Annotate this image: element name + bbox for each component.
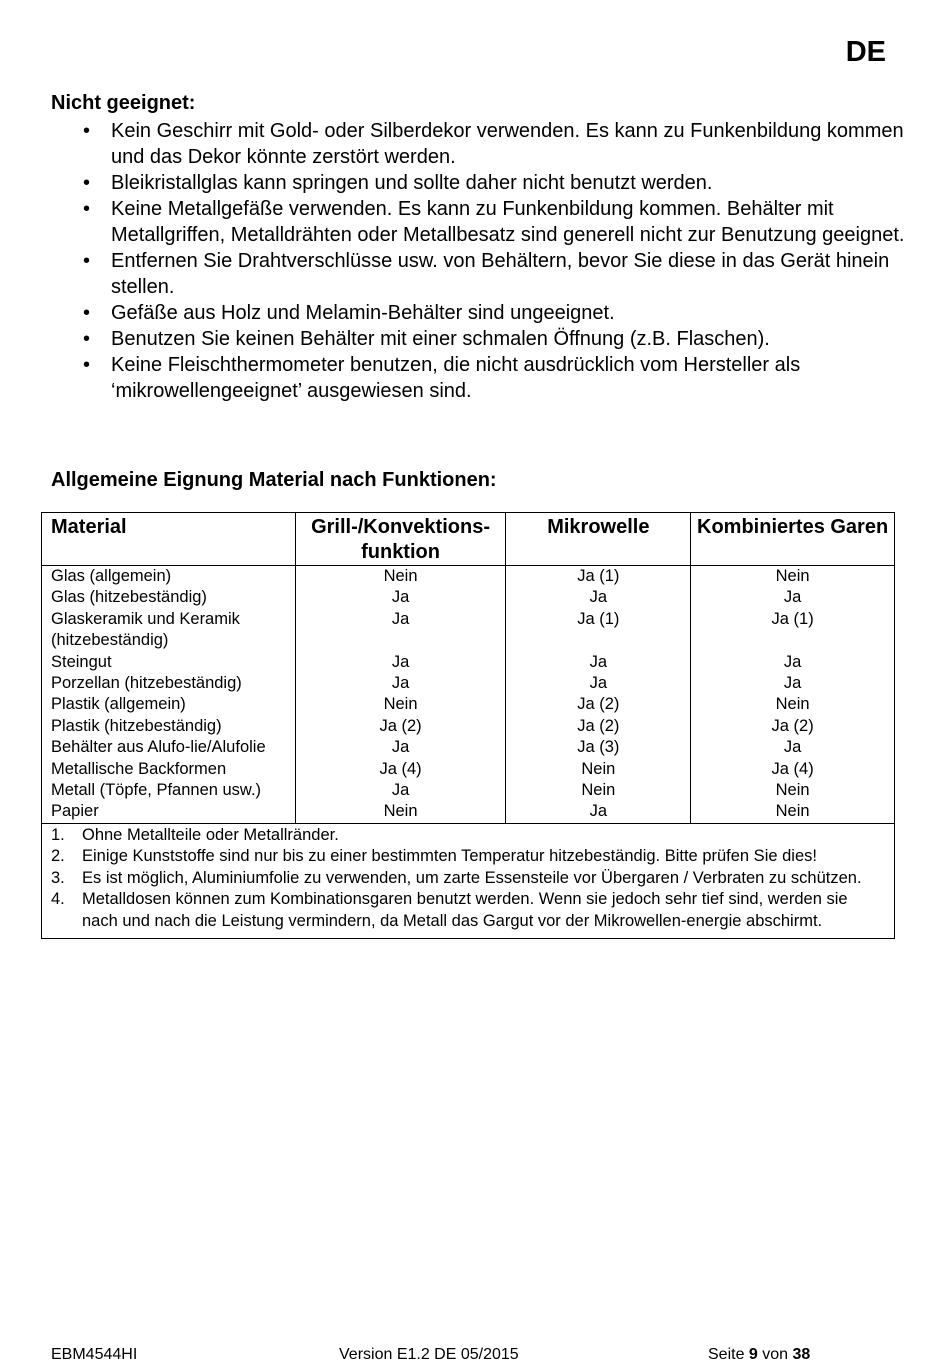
cell-combined: Nein — [691, 780, 895, 801]
cell-microwave: Nein — [506, 780, 691, 801]
cell-material: Behälter aus Alufo-lie/Alufolie — [42, 737, 296, 758]
list-item: • Kein Geschirr mit Gold- oder Silberdekor verwenden. Es kann zu Funkenbildung kommen und das Dekor könnte zerstört werden. — [83, 120, 904, 168]
bullet-icon: • — [83, 120, 91, 142]
list-item: • Bleikristallglas kann springen und sollte daher nicht benutzt werden. — [83, 172, 713, 194]
cell-combined: Ja (2) — [691, 716, 895, 737]
footnote-item: 1. Ohne Metallteile oder Metallränder. — [51, 825, 339, 844]
table-row — [42, 566, 895, 588]
cell-grill: Ja — [295, 737, 506, 758]
cell-combined: Nein — [691, 566, 895, 588]
cell-microwave: Ja — [506, 801, 691, 823]
cell-grill: Ja (4) — [295, 759, 506, 780]
table-row — [42, 587, 895, 608]
table-row — [42, 780, 895, 801]
cell-combined: Ja — [691, 587, 895, 608]
list-item: • Entfernen Sie Drahtverschlüsse usw. von Behältern, bevor Sie diese in das Gerät hinein stellen. — [83, 250, 890, 298]
table-header-row — [42, 513, 895, 566]
cell-microwave: Ja — [506, 587, 691, 608]
footnote-item: 2. Einige Kunststoffe sind nur bis zu einer bestimmten Temperatur hitzebeständig. Bitte prüfen Sie dies! — [51, 847, 817, 866]
cell-material: Glaskeramik und Keramik (hitzebeständig) — [42, 609, 296, 652]
list-item: • Benutzen Sie keinen Behälter mit einer schmalen Öffnung (z.B. Flaschen). — [83, 328, 770, 350]
cell-combined: Ja — [691, 737, 895, 758]
bullet-icon: • — [83, 302, 91, 324]
cell-grill: Ja (2) — [295, 716, 506, 737]
cell-microwave: Ja (2) — [506, 716, 691, 737]
cell-microwave: Ja (1) — [506, 609, 691, 652]
cell-microwave: Ja (2) — [506, 694, 691, 715]
notes-cell — [42, 823, 895, 938]
list-item: • Keine Metallgefäße verwenden. Es kann zu Funkenbildung kommen. Behälter mit Metallgriffen, Metalldrähten oder Metallbesatz sind generell nicht zur Benutzung geeignet. — [83, 198, 905, 246]
cell-combined: Ja — [691, 652, 895, 673]
cell-microwave: Nein — [506, 759, 691, 780]
cell-combined: Ja (1) — [691, 609, 895, 652]
cell-grill: Nein — [295, 694, 506, 715]
cell-grill: Ja — [295, 652, 506, 673]
bullet-icon: • — [83, 250, 91, 272]
cell-material: Plastik (allgemein) — [42, 694, 296, 715]
footnote-item: 3. Es ist möglich, Aluminiumfolie zu verwenden, um zarte Essensteile vor Übergaren / Verbraten zu schützen. — [51, 868, 862, 887]
footnote-item: 4. Metalldosen können zum Kombinationsgaren benutzt werden. Wenn sie jedoch sehr tief sind, werden sie nach und nach die Leistung vermindern, da Metall das Gargut vor der Mikrowellen-energie abschirmt. — [51, 890, 848, 930]
header-microwave: Mikrowelle — [506, 513, 691, 566]
cell-material: Steingut — [42, 652, 296, 673]
table-row — [42, 801, 895, 823]
header-combined: Kombiniertes Garen — [691, 513, 895, 566]
footer-version: Version E1.2 DE 05/2015 — [339, 1346, 519, 1363]
table-row — [42, 652, 895, 673]
cell-combined: Ja (4) — [691, 759, 895, 780]
table-row — [42, 694, 895, 715]
list-item: • Gefäße aus Holz und Melamin-Behälter sind ungeeignet. — [83, 302, 615, 324]
cell-material: Papier — [42, 801, 296, 823]
list-item: • Keine Fleischthermometer benutzen, die nicht ausdrücklich vom Hersteller als ‘mikrowellengeeignet’ ausgewiesen sind. — [83, 354, 801, 402]
cell-combined: Nein — [691, 694, 895, 715]
footnotes-list — [51, 825, 886, 932]
cell-microwave: Ja — [506, 673, 691, 694]
table-row — [42, 737, 895, 758]
table-row — [42, 673, 895, 694]
header-material: Material — [42, 513, 296, 566]
cell-combined: Nein — [691, 801, 895, 823]
footer-model: EBM4544HI — [51, 1346, 138, 1363]
material-table — [41, 512, 895, 939]
table-row — [42, 759, 895, 780]
cell-grill: Ja — [295, 587, 506, 608]
cell-material: Metall (Töpfe, Pfannen usw.) — [42, 780, 296, 801]
not-suitable-list — [51, 118, 911, 404]
cell-combined: Ja — [691, 673, 895, 694]
table-row — [42, 716, 895, 737]
cell-microwave: Ja (1) — [506, 566, 691, 588]
bullet-icon: • — [83, 328, 91, 350]
table-notes-row — [42, 823, 895, 938]
header-grill: Grill-/Konvektions-funktion — [295, 513, 506, 566]
footer-page-number: Seite 9 von 38 — [708, 1346, 811, 1363]
cell-microwave: Ja — [506, 652, 691, 673]
cell-material: Plastik (hitzebeständig) — [42, 716, 296, 737]
cell-grill: Nein — [295, 801, 506, 823]
cell-material: Porzellan (hitzebeständig) — [42, 673, 296, 694]
cell-grill: Ja — [295, 673, 506, 694]
language-label: DE — [845, 36, 886, 68]
cell-material: Metallische Backformen — [42, 759, 296, 780]
not-suitable-title: Nicht geeignet: — [51, 92, 196, 114]
cell-grill: Ja — [295, 609, 506, 652]
table-row — [42, 609, 895, 652]
bullet-icon: • — [83, 354, 91, 376]
bullet-icon: • — [83, 172, 91, 194]
cell-grill: Ja — [295, 780, 506, 801]
bullet-icon: • — [83, 198, 91, 220]
cell-microwave: Ja (3) — [506, 737, 691, 758]
cell-grill: Nein — [295, 566, 506, 588]
cell-material: Glas (allgemein) — [42, 566, 296, 588]
cell-material: Glas (hitzebeständig) — [42, 587, 296, 608]
general-suitability-title: Allgemeine Eignung Material nach Funktionen: — [51, 469, 497, 491]
